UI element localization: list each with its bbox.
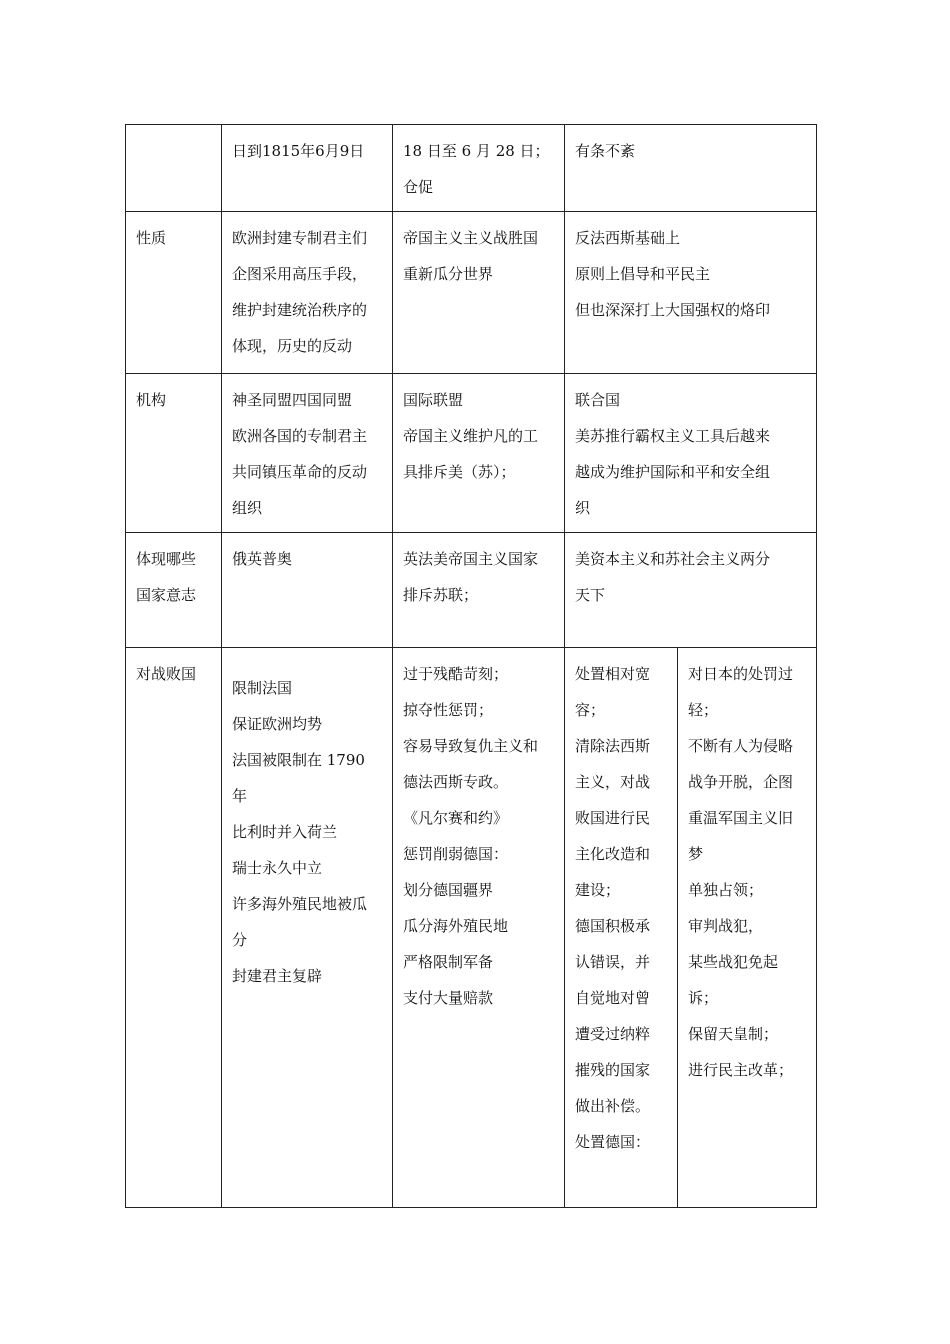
text-line: 容易导致复仇主义和 <box>403 737 539 755</box>
table-row-will <box>126 533 817 648</box>
text-line: 保证欧洲均势 <box>232 715 323 733</box>
text-line: 体现，历史的反动 <box>232 337 353 355</box>
label-text: 机构 <box>136 391 167 409</box>
text-line: 联合国 <box>575 391 621 409</box>
text-line: 《凡尔赛和约》 <box>403 809 509 827</box>
cell-defeated-c3b <box>678 648 817 1208</box>
text-line: 许多海外殖民地被瓜 <box>232 895 368 913</box>
text-line: 帝国主义主义战胜国 <box>403 229 539 247</box>
text-line: 但也深深打上大国强权的烙印 <box>575 301 771 319</box>
cell-will-c2 <box>393 533 565 648</box>
text-line: 原则上倡导和平民主 <box>575 265 711 283</box>
text-line: 轻； <box>688 701 719 719</box>
text-line: 容； <box>575 701 606 719</box>
text-line: 年 <box>232 787 248 805</box>
text-line: 梦 <box>688 845 704 863</box>
text-line: 重新瓜分世界 <box>403 265 494 283</box>
text-line: 瑞士永久中立 <box>232 859 323 877</box>
text-line: 战争开脱，企图 <box>688 773 794 791</box>
cell-defeated-c2 <box>393 648 565 1208</box>
text-line: 审判战犯， <box>688 917 764 935</box>
cell-dates-c2 <box>393 125 565 212</box>
text-line: 越成为维护国际和平和安全组 <box>575 463 771 481</box>
comparison-table <box>125 124 817 1208</box>
text-line: 分 <box>232 931 248 949</box>
text-line: 18 日至 6 月 28 日； <box>403 142 550 160</box>
text-line: 美资本主义和苏社会主义两分 <box>575 550 771 568</box>
cell-dates-c3 <box>565 125 817 212</box>
cell-defeated-c3a <box>565 648 678 1208</box>
text-line: 遭受过纳粹 <box>575 1025 651 1043</box>
cell-nature-c3 <box>565 212 817 374</box>
text-line: 自觉地对曾 <box>575 989 651 1007</box>
text-line: 企图采用高压手段， <box>232 265 368 283</box>
text-line: 欧洲封建专制君主们 <box>232 229 368 247</box>
label-text: 性质 <box>136 229 167 247</box>
text-line: 反法西斯基础上 <box>575 229 681 247</box>
row-label-org <box>126 374 222 533</box>
text-line: 掠夺性惩罚； <box>403 701 494 719</box>
label-text: 对战败国 <box>136 665 197 683</box>
text-line: 国家意志 <box>136 586 197 604</box>
text-line: 过于残酷苛刻； <box>403 665 509 683</box>
text-line: 保留天皇制； <box>688 1025 779 1043</box>
text-line: 排斥苏联； <box>403 586 479 604</box>
cell-org-c2 <box>393 374 565 533</box>
text-line: 重温军国主义旧 <box>688 809 794 827</box>
text-line: 认错误，并 <box>575 953 651 971</box>
row-label-nature <box>126 212 222 374</box>
text-line: 仓促 <box>403 178 434 196</box>
text-line: 天下 <box>575 586 606 604</box>
text-line: 限制法国 <box>232 679 293 697</box>
text-line: 具排斥美（苏）； <box>403 463 516 481</box>
table-row-nature <box>126 212 817 374</box>
text-line: 做出补偿。 <box>575 1097 651 1115</box>
text-line: 处置德国： <box>575 1133 651 1151</box>
text-line: 主义，对战 <box>575 773 651 791</box>
text-line: 德法西斯专政。 <box>403 773 509 791</box>
text-line: 体现哪些 <box>136 550 197 568</box>
text-line: 美苏推行霸权主义工具后越来 <box>575 427 771 445</box>
table-row-dates <box>126 125 817 212</box>
cell-org-c3 <box>565 374 817 533</box>
text-line: 帝国主义维护凡的工 <box>403 427 539 445</box>
row-label-defeated <box>126 648 222 1208</box>
text-line: 日到1815年6月9日 <box>232 142 365 160</box>
text-line: 国际联盟 <box>403 391 464 409</box>
text-line: 处置相对宽 <box>575 665 651 683</box>
cell-nature-c1 <box>222 212 393 374</box>
text-line: 有条不紊 <box>575 142 636 160</box>
text-line: 欧洲各国的专制君主 <box>232 427 368 445</box>
table-row-org <box>126 374 817 533</box>
text-line: 建设； <box>575 881 621 899</box>
cell-nature-c2 <box>393 212 565 374</box>
text-line: 神圣同盟四国同盟 <box>232 391 353 409</box>
text-line: 俄英普奥 <box>232 550 293 568</box>
text-line: 清除法西斯 <box>575 737 651 755</box>
text-line: 支付大量赔款 <box>403 989 494 1007</box>
text-line: 摧残的国家 <box>575 1061 651 1079</box>
cell-will-c1 <box>222 533 393 648</box>
text-line: 败国进行民 <box>575 809 651 827</box>
text-line: 进行民主改革； <box>688 1061 794 1079</box>
text-line: 组织 <box>232 499 263 517</box>
text-line: 英法美帝国主义国家 <box>403 550 539 568</box>
row-label-dates <box>126 125 222 212</box>
text-line: 共同镇压革命的反动 <box>232 463 368 481</box>
text-line: 惩罚削弱德国： <box>403 845 509 863</box>
spacer <box>232 656 384 670</box>
text-line: 法国被限制在 1790 <box>232 751 365 769</box>
text-line: 划分德国疆界 <box>403 881 494 899</box>
text-line: 某些战犯免起 <box>688 953 779 971</box>
cell-org-c1 <box>222 374 393 533</box>
text-line: 单独占领； <box>688 881 764 899</box>
text-line: 不断有人为侵略 <box>688 737 794 755</box>
cell-defeated-c1 <box>222 648 393 1208</box>
text-line: 织 <box>575 499 591 517</box>
table-row-defeated <box>126 648 817 1208</box>
text-line: 瓜分海外殖民地 <box>403 917 509 935</box>
text-line: 严格限制军备 <box>403 953 494 971</box>
cell-will-c3 <box>565 533 817 648</box>
text-line: 对日本的处罚过 <box>688 665 794 683</box>
cell-dates-c1 <box>222 125 393 212</box>
text-line: 德国积极承 <box>575 917 651 935</box>
text-line: 主化改造和 <box>575 845 651 863</box>
text-line: 封建君主复辟 <box>232 967 323 985</box>
text-line: 诉； <box>688 989 719 1007</box>
text-line: 维护封建统治秩序的 <box>232 301 368 319</box>
row-label-will <box>126 533 222 648</box>
text-line: 比利时并入荷兰 <box>232 823 338 841</box>
